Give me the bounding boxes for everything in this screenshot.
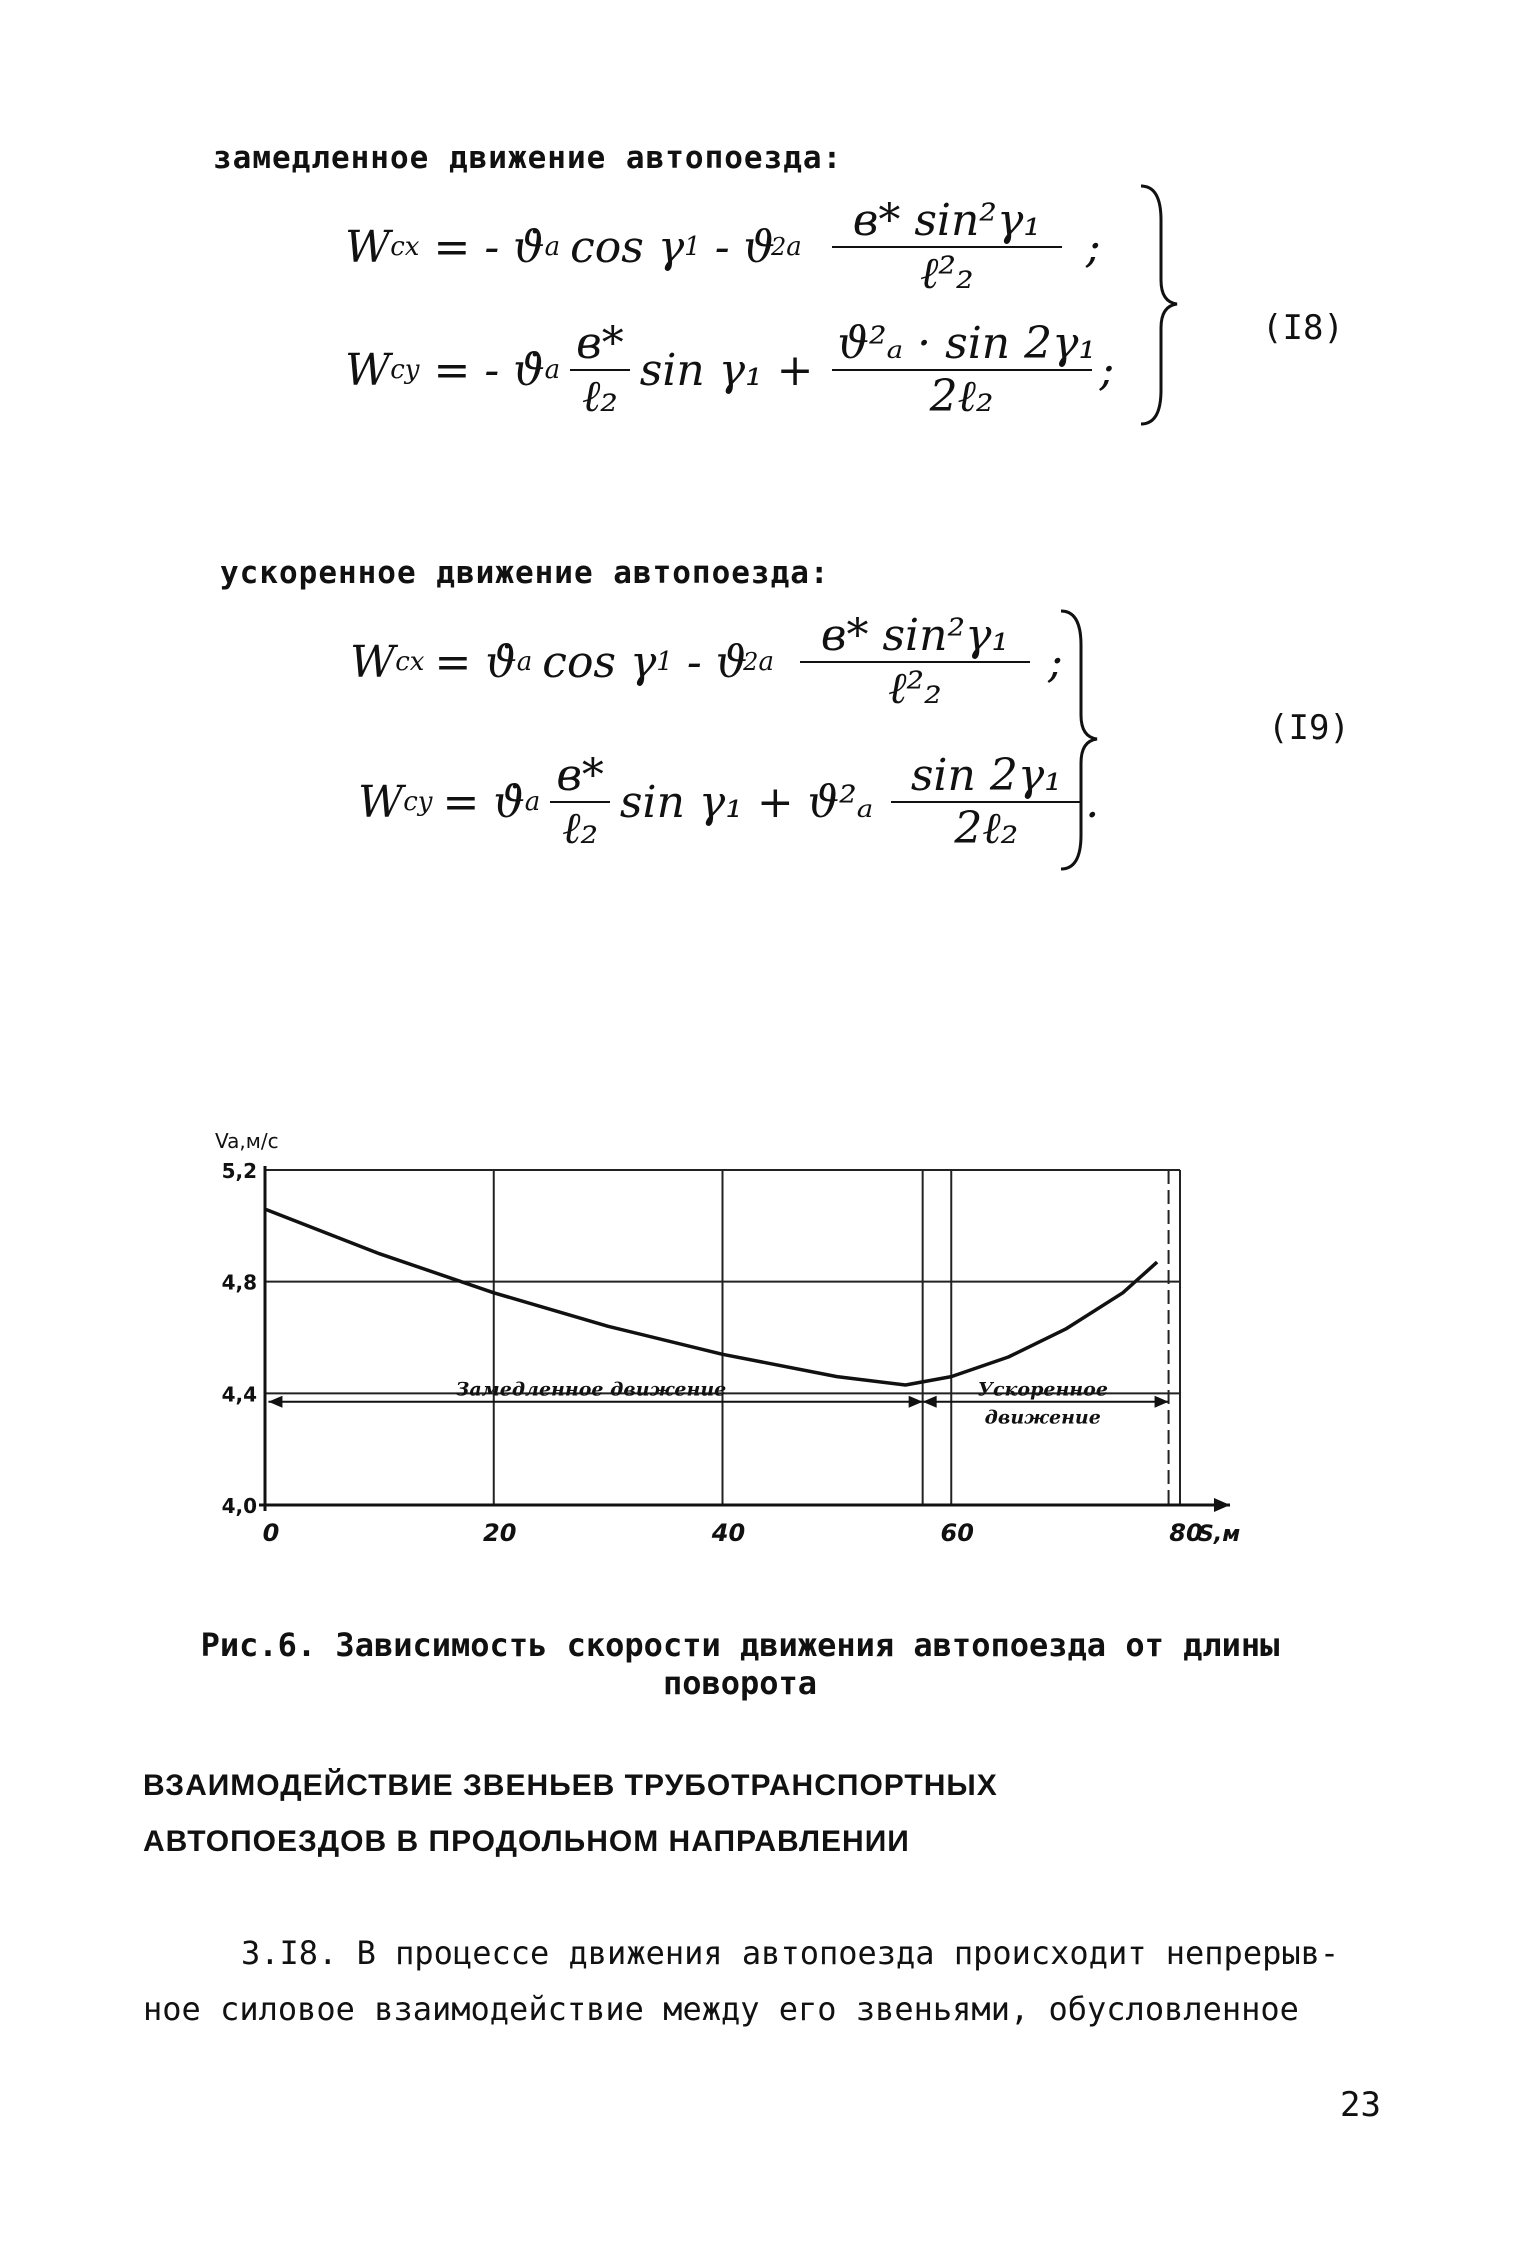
formula-19-wcy: W cy = ϑ̇ a $\frac{в*}{\text{ℓ₂}}$ sin γ₁ + ϑ²ₐ $\frac{\text{sin 2γ₁}}{\text{2ℓ₂}}$ . bbox=[358, 750, 1100, 854]
intro-accelerated: ускоренное движение автопоезда: bbox=[220, 555, 830, 591]
accel-span-arrow-head-left bbox=[923, 1396, 937, 1408]
formula-19-wcx: W cx = ϑ̇ a cos γ 1 - ϑ 2 a $\frac{\text{в* sin²γ₁}}{\text{ℓ²₂}}$ ; bbox=[350, 610, 1063, 714]
decel-span-arrow-head-left bbox=[268, 1396, 282, 1408]
formula-18-wcy: W cy = - ϑ̇ a $\frac{в*}{\text{ℓ₂}}$ sin γ₁ + $\frac{\text{ϑ²ₐ · sin 2γ₁}}{\text{2ℓ₂}}$ ; bbox=[345, 318, 1115, 422]
accel-span-arrow-head-right bbox=[1155, 1396, 1169, 1408]
body-paragraph bbox=[143, 1925, 1423, 2037]
y-axis-label: Va,м/с bbox=[215, 1129, 279, 1153]
paragraph-line-2: ное силовое взаимодействие между его звеньями, обусловленное bbox=[143, 1990, 1299, 2028]
y-tick-4,0: 4,0 bbox=[221, 1494, 257, 1518]
intro-decelerated: замедленное движение автопоезда: bbox=[213, 140, 843, 176]
section-heading bbox=[143, 1758, 998, 1870]
decel-span-arrow-head-right bbox=[909, 1396, 923, 1408]
x-tick-80: 80 bbox=[1169, 1519, 1203, 1547]
paragraph-line-1: 3.I8. В процессе движения автопоезда происходит непрерыв- bbox=[241, 1934, 1340, 1972]
page-number: 23 bbox=[1340, 2085, 1381, 2125]
brace-19 bbox=[1055, 605, 1105, 875]
annotation-accel-1: Ускоренное bbox=[977, 1378, 1108, 1401]
equation-number-19: (I9) bbox=[1268, 708, 1350, 748]
y-tick-4,8: 4,8 bbox=[221, 1270, 257, 1295]
x-axis-label: S,м bbox=[1198, 1522, 1241, 1547]
chart-axes bbox=[259, 1166, 1230, 1512]
formula-18-wcx: W cx = - ϑ̇ a cos γ 1 - ϑ 2 a $\frac{\text{в* sin²γ₁}}{\text{ℓ²₂}}$ ; bbox=[345, 195, 1101, 299]
caption-line-1: Рис.6. Зависимость скорости движения автопоезда от длины bbox=[200, 1626, 1280, 1664]
chart-annotations bbox=[268, 1379, 1168, 1429]
annotation-accel-2: движение bbox=[984, 1406, 1101, 1429]
x-tick-0: 0 bbox=[262, 1519, 280, 1547]
x-tick-60: 60 bbox=[940, 1519, 974, 1547]
chart-grid bbox=[265, 1170, 1180, 1505]
annotation-decel: Замедленное движение bbox=[455, 1378, 727, 1401]
x-axis-arrow bbox=[1214, 1498, 1230, 1512]
speed-vs-length-chart bbox=[200, 1110, 1310, 1580]
x-tick-20: 20 bbox=[483, 1519, 517, 1547]
heading-line-2: АВТОПОЕЗДОВ В ПРОДОЛЬНОМ НАПРАВЛЕНИИ bbox=[143, 1825, 910, 1858]
caption-line-2: поворота bbox=[662, 1664, 818, 1702]
brace-18 bbox=[1135, 180, 1185, 430]
equation-number-18: (I8) bbox=[1262, 308, 1344, 348]
speed-curve bbox=[265, 1209, 1157, 1385]
chart-labels bbox=[215, 1129, 1240, 1547]
chart-series bbox=[265, 1209, 1157, 1385]
x-tick-40: 40 bbox=[711, 1519, 746, 1547]
figure-caption bbox=[150, 1626, 1330, 1702]
y-tick-4,4: 4,4 bbox=[221, 1382, 257, 1407]
y-tick-5,2: 5,2 bbox=[221, 1159, 257, 1183]
heading-line-1: ВЗАИМОДЕЙСТВИЕ ЗВЕНЬЕВ ТРУБОТРАНСПОРТНЫХ bbox=[143, 1769, 998, 1802]
